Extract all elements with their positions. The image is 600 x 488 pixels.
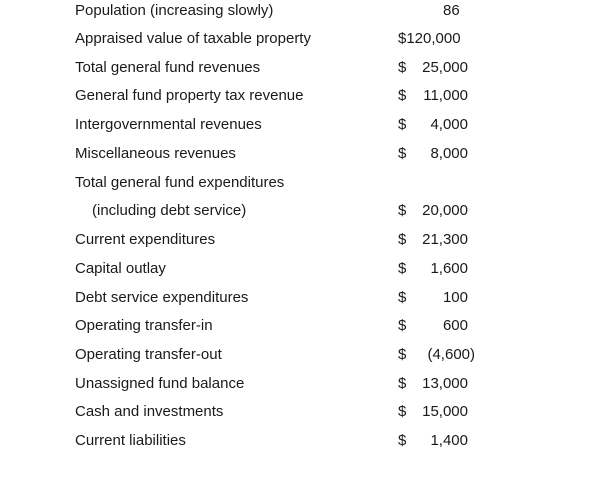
- row-currency: $: [398, 403, 407, 420]
- row-transfer-in: [0, 315, 600, 337]
- row-label: Miscellaneous revenues: [75, 145, 236, 162]
- row-label: Intergovernmental revenues: [75, 116, 262, 133]
- row-total-revenues: [0, 57, 600, 79]
- row-label: Debt service expenditures: [75, 289, 249, 306]
- row-currency: $: [398, 346, 407, 363]
- row-amount: (4,600): [427, 346, 475, 363]
- row-amount: $120,000: [398, 30, 461, 47]
- row-current-expenditures: [0, 229, 600, 251]
- row-capital-outlay: [0, 258, 600, 280]
- row-property-tax: [0, 85, 600, 107]
- row-amount: 4,000: [430, 116, 468, 133]
- row-currency: $: [398, 317, 407, 334]
- row-amount: 8,000: [430, 145, 468, 162]
- row-label: Total general fund expenditures: [75, 174, 285, 191]
- row-currency: $: [398, 231, 407, 248]
- row-miscellaneous: [0, 143, 600, 165]
- row-population: [0, 0, 600, 22]
- row-amount: 600: [442, 317, 468, 334]
- row-label: Cash and investments: [75, 403, 224, 420]
- row-label: Population (increasing slowly): [75, 2, 274, 19]
- row-currency: $: [398, 116, 407, 133]
- row-label: Total general fund revenues: [75, 59, 261, 76]
- row-label: (including debt service): [92, 202, 247, 219]
- row-unassigned-balance: [0, 373, 600, 395]
- row-amount: 21,300: [422, 231, 468, 248]
- row-label: General fund property tax revenue: [75, 87, 304, 104]
- row-including-debt-service: [0, 200, 600, 222]
- row-current-liabilities: [0, 430, 600, 452]
- row-total-expenditures: [0, 172, 600, 194]
- row-amount: 25,000: [422, 59, 468, 76]
- row-label: Appraised value of taxable property: [75, 30, 311, 47]
- row-currency: $: [398, 260, 407, 277]
- row-intergovernmental: [0, 114, 600, 136]
- row-label: Current liabilities: [75, 432, 186, 449]
- row-amount: 11,000: [423, 87, 468, 104]
- row-amount: 13,000: [422, 375, 468, 392]
- row-amount: 100: [442, 289, 468, 306]
- row-cash-investments: [0, 401, 600, 423]
- row-currency: $: [398, 202, 407, 219]
- row-debt-service: [0, 287, 600, 309]
- row-appraised-value: [0, 28, 600, 50]
- row-label: Capital outlay: [75, 260, 166, 277]
- row-currency: $: [398, 432, 407, 449]
- row-amount: 15,000: [422, 403, 468, 420]
- row-currency: $: [398, 289, 407, 306]
- row-currency: $: [398, 87, 407, 104]
- row-currency: $: [398, 145, 407, 162]
- row-amount: 1,600: [430, 260, 468, 277]
- row-label: Operating transfer-out: [75, 346, 222, 363]
- row-label: Unassigned fund balance: [75, 375, 245, 392]
- row-amount: 1,400: [430, 432, 468, 449]
- row-transfer-out: [0, 344, 600, 366]
- row-currency: $: [398, 375, 407, 392]
- row-amount: 86: [443, 2, 460, 19]
- row-label: Current expenditures: [75, 231, 216, 248]
- row-amount: 20,000: [422, 202, 468, 219]
- row-label: Operating transfer-in: [75, 317, 213, 334]
- row-currency: $: [398, 59, 407, 76]
